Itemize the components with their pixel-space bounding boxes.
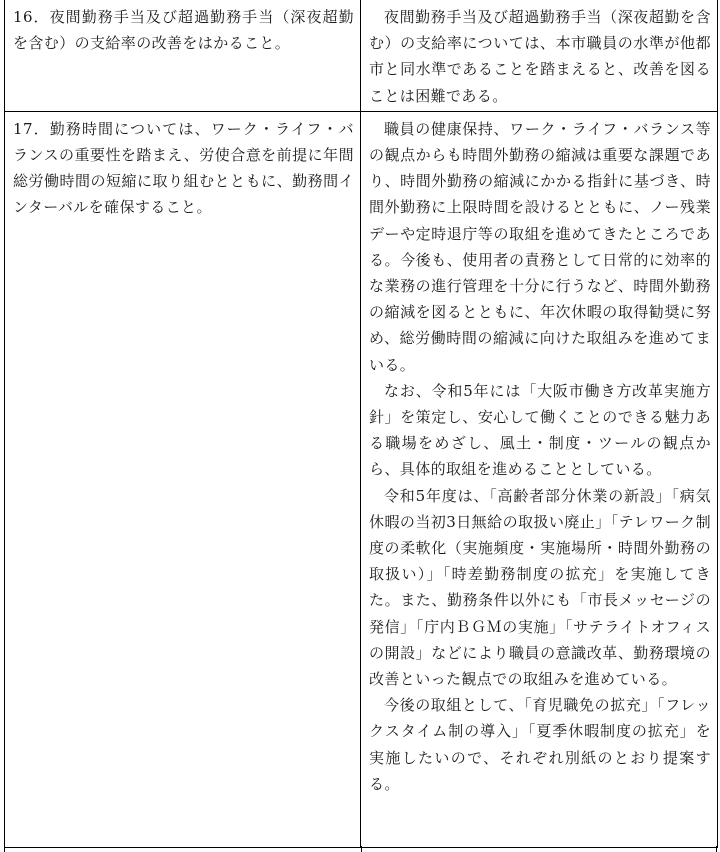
table-row	[5, 111, 718, 847]
request-cell	[5, 0, 361, 111]
request-response-table	[4, 0, 718, 848]
response-paragraph: 令和5年度は、「高齢者部分休業の新設」「病気休暇の当初3日無給の取扱い廃止」「テレワーク制度の柔軟化（実施頻度・実施場所・時間外勤務の取扱い）」「時差勤務制度の拡充」を実施してきた。また、勤務条件以外にも「市長メッセージの発信」「庁内ＢＧＭの実施」「サテライトオフィスの開設」などにより職員の意識改革、勤務環境の改善といった観点での取組みを進めている。	[369, 486, 711, 689]
request-cell	[5, 111, 361, 847]
table-continuation	[4, 846, 717, 852]
response-paragraph: 今後の取組として、「育児職免の拡充」「フレックスタイム制の導入」「夏季休暇制度の拡充」を実施したいので、それぞれ別紙のとおり提案する。	[369, 696, 711, 793]
response-cell	[361, 0, 718, 111]
response-paragraph: なお、令和5年には「大阪市働き方改革実施方針」を策定し、安心して働くことのできる魅力ある職場をめざし、風土・制度・ツールの観点から、具体的取組を進めることとしている。	[369, 381, 711, 479]
column-divider	[361, 846, 362, 852]
response-paragraph: 職員の健康保持、ワーク・ライフ・バランス等の観点からも時間外勤務の縮減は重要な課題であり、時間外勤務の縮減にかかる指針に基づき、時間外勤務に上限時間を設けるとともに、ノー残業デーや定時退庁等の取組を進めてきたところである。今後も、使用者の責務として日常的に効率的な業務の進行管理を十分に行うなど、時間外勤務の縮減を図るとともに、年次休暇の取得勧奨に努め、総労働時間の縮減に向けた取組みを進めてまいる。	[369, 119, 711, 374]
table-row	[5, 0, 718, 111]
response-cell	[361, 111, 718, 847]
request-text: 17．勤務時間については、ワーク・ライフ・バランスの重要性を踏まえ、労使合意を前提に年間総労働時間の短縮に取り組むとともに、勤務間インターバルを確保すること。	[13, 119, 354, 217]
response-paragraph: 夜間勤務手当及び超過勤務手当（深夜超勤を含む）の支給率については、本市職員の水準が他都市と同水準であることを踏まえると、改善を図ることは困難である。	[369, 8, 711, 105]
request-text: 16．夜間勤務手当及び超過勤務手当（深夜超勤を含む）の支給率の改善をはかること。	[13, 8, 354, 53]
